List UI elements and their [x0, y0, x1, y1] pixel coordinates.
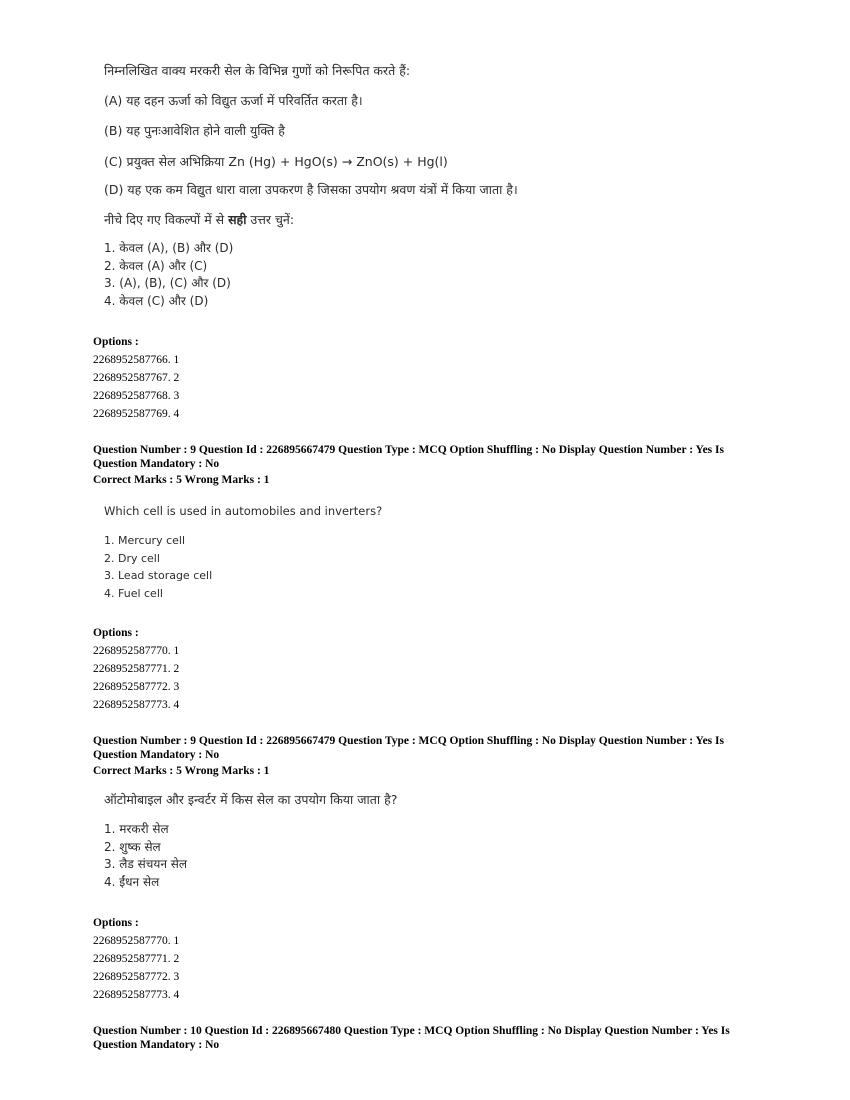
options-section-q9-english	[93, 624, 773, 714]
option-row: 2268952587772. 3	[93, 971, 180, 983]
choice-list	[104, 532, 212, 602]
statement-b: (B) यह पुनःआवेशित होने वाली युक्ति है	[104, 123, 285, 138]
choice-list	[104, 240, 233, 310]
instruction-prefix: नीचे दिए गए विकल्पों में से	[104, 212, 229, 227]
question-meta-line: Question Mandatory : No	[93, 749, 220, 761]
option-row: 2268952587766. 1	[93, 354, 180, 366]
instruction-bold-word: सही	[228, 212, 247, 227]
marks-line: Correct Marks : 5 Wrong Marks : 1	[93, 474, 270, 486]
option-row: 2268952587768. 3	[93, 390, 180, 402]
option-row: 2268952587773. 4	[93, 989, 180, 1001]
question-meta-line: Question Number : 10 Question Id : 226895667480 Question Type : MCQ Option Shuffling : No Display Question Number : Yes Is	[93, 1025, 730, 1037]
question-intro: निम्नलिखित वाक्य मरकरी सेल के विभिन्न गुणों को निरूपित करते हैं:	[104, 63, 411, 78]
option-row: 2268952587771. 2	[93, 663, 180, 675]
choice-item: 1. मरकरी सेल	[104, 822, 169, 836]
choice-item: 4. Fuel cell	[104, 586, 163, 600]
question-text: Which cell is used in automobiles and inverters?	[104, 504, 383, 518]
options-section-q8	[93, 333, 773, 423]
option-row: 2268952587773. 4	[93, 699, 180, 711]
choice-item: 2. शुष्क सेल	[104, 839, 161, 854]
question-text: ऑटोमोबाइल और इन्वर्टर में किस सेल का उपयोग किया जाता है?	[104, 792, 398, 807]
question-meta-line: Question Mandatory : No	[93, 1039, 220, 1051]
question-9-english-meta	[93, 443, 773, 487]
option-row: 2268952587772. 3	[93, 681, 180, 693]
question-9-hindi-meta	[93, 734, 773, 778]
option-row: 2268952587770. 1	[93, 645, 180, 657]
choice-item: 4. ईंधन सेल	[104, 874, 160, 889]
choice-item: 4. केवल (C) और (D)	[104, 293, 209, 308]
options-section-q9-hindi	[93, 914, 773, 1004]
statement-a: (A) यह दहन ऊर्जा को विद्युत ऊर्जा में परिवर्तित करता है।	[104, 93, 363, 108]
choice-item: 3. (A), (B), (C) और (D)	[104, 276, 231, 290]
choice-item: 1. Mercury cell	[104, 534, 186, 547]
choice-list	[104, 821, 187, 891]
question-meta-line: Question Mandatory : No	[93, 458, 220, 470]
option-row: 2268952587769. 4	[93, 408, 180, 420]
choice-item: 2. Dry cell	[104, 551, 160, 565]
instruction	[104, 211, 294, 229]
choice-item: 1. केवल (A), (B) और (D)	[104, 241, 234, 255]
statement-d: (D) यह एक कम विद्युत धारा वाला उपकरण है जिसका उपयोग श्रवण यंत्रों में किया जाता है।	[104, 182, 518, 197]
statement-c: (C) प्रयुक्त सेल अभिक्रिया Zn (Hg) + HgO(s) → ZnO(s) + Hg(l)	[104, 154, 448, 169]
option-row: 2268952587770. 1	[93, 935, 180, 947]
marks-line: Correct Marks : 5 Wrong Marks : 1	[93, 765, 270, 777]
options-label: Options :	[93, 627, 139, 639]
question-10-meta	[93, 1024, 773, 1052]
choice-item: 3. Lead storage cell	[104, 569, 213, 582]
choice-item: 3. लैड संचयन सेल	[104, 857, 188, 871]
options-label: Options :	[93, 917, 139, 929]
question-meta-line: Question Number : 9 Question Id : 226895667479 Question Type : MCQ Option Shuffling : No Display Question Number : Yes Is	[93, 735, 724, 747]
options-label: Options :	[93, 336, 139, 348]
choice-item: 2. केवल (A) और (C)	[104, 258, 208, 273]
question-meta-line: Question Number : 9 Question Id : 226895667479 Question Type : MCQ Option Shuffling : No Display Question Number : Yes Is	[93, 444, 724, 456]
option-row: 2268952587767. 2	[93, 372, 180, 384]
instruction-suffix: उत्तर चुनें:	[246, 212, 295, 227]
option-row: 2268952587771. 2	[93, 953, 180, 965]
